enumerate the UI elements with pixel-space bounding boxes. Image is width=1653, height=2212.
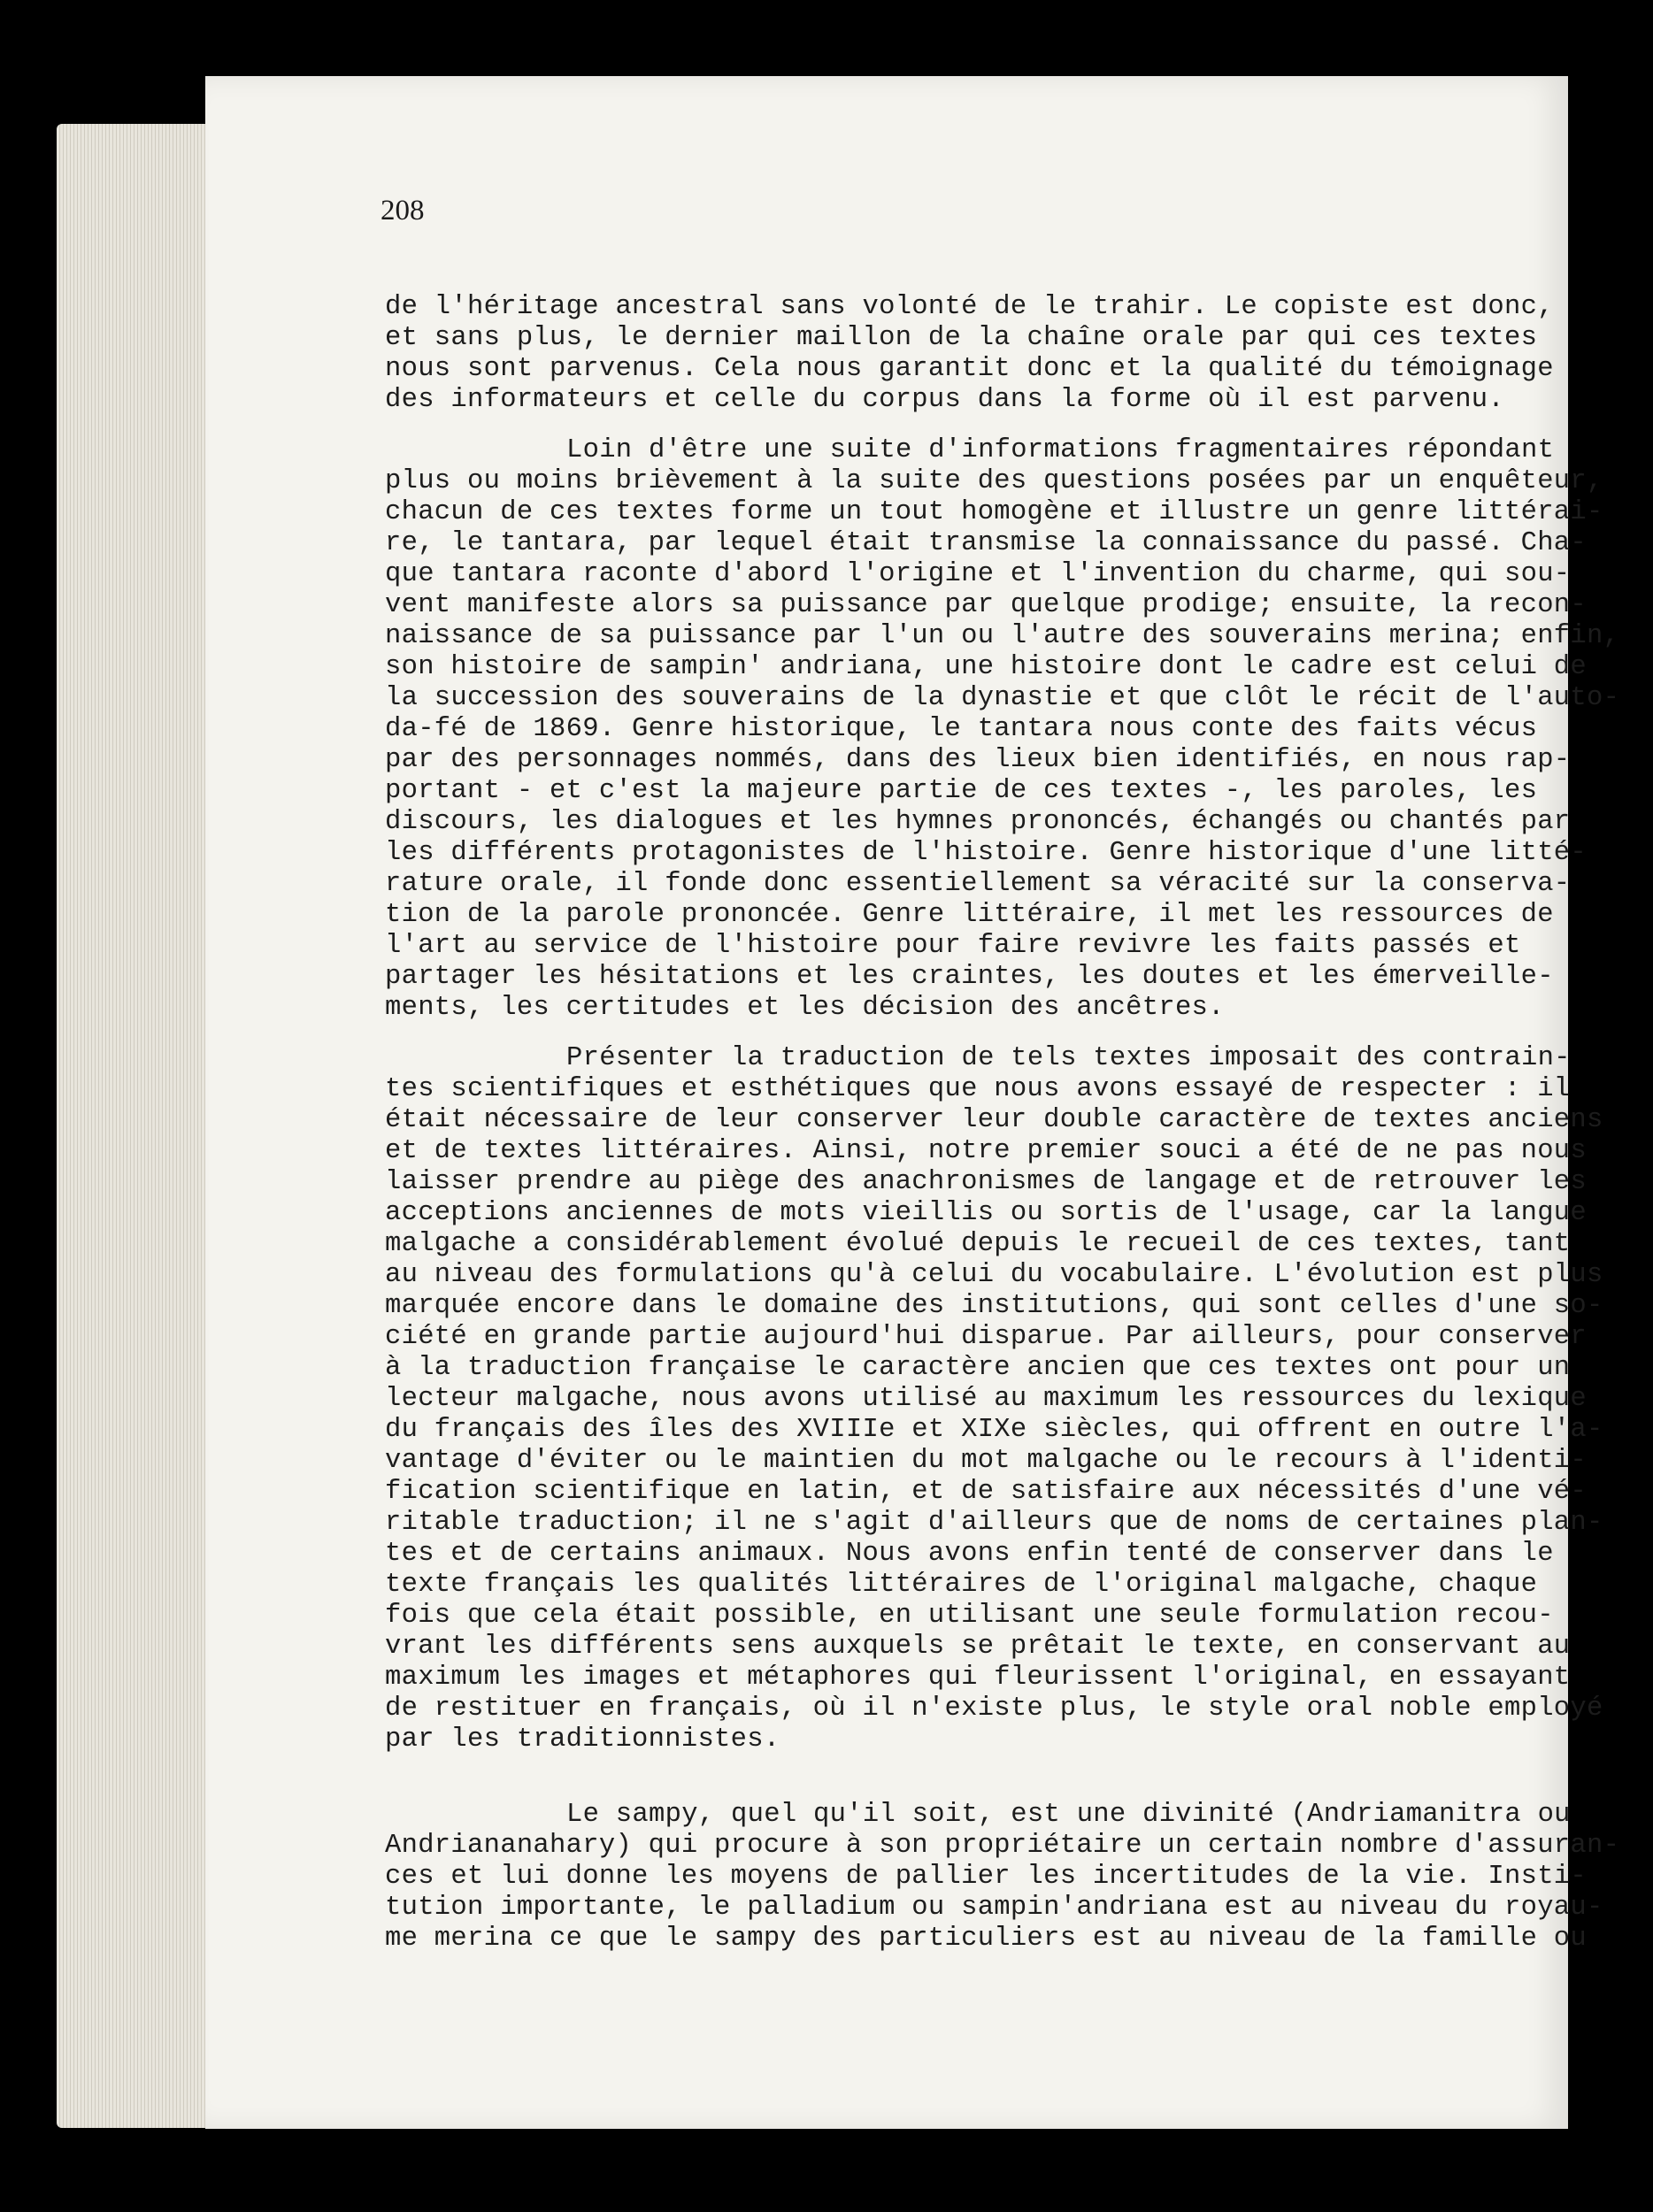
text-line: ciété en grande partie aujourd'hui disparue. Par ailleurs, pour conserver [385, 1322, 1588, 1352]
book-page-edges [57, 124, 216, 2128]
text-line: discours, les dialogues et les hymnes prononcés, échangés ou chantés par [385, 807, 1571, 837]
text-line: fication scientifique en latin, et de satisfaire aux nécessités d'une vé- [385, 1477, 1588, 1507]
text-line: à la traduction française le caractère ancien que ces textes ont pour un [385, 1353, 1571, 1383]
text-line: tes scientifiques et esthétiques que nous avons essayé de respecter : il [385, 1074, 1571, 1104]
text-line: au niveau des formulations qu'à celui du vocabulaire. L'évolution est plus [385, 1260, 1603, 1290]
text-line: et sans plus, le dernier maillon de la chaîne orale par qui ces textes [385, 323, 1538, 353]
text-line: tion de la parole prononcée. Genre littéraire, il met les ressources de [385, 900, 1554, 930]
text-line: des informateurs et celle du corpus dans la forme où il est parvenu. [385, 385, 1505, 415]
text-line: da-fé de 1869. Genre historique, le tantara nous conte des faits vécus [385, 714, 1538, 744]
paragraph [385, 1043, 1603, 1755]
text-line: laisser prendre au piège des anachronismes de langage et de retrouver les [385, 1167, 1588, 1197]
text-line: l'art au service de l'histoire pour faire revivre les faits passés et [385, 931, 1521, 961]
paragraph [385, 292, 1554, 416]
text-line: par des personnages nommés, dans des lieux bien identifiés, en nous rap- [385, 745, 1571, 775]
text-line: Andriananahary) qui procure à son propriétaire un certain nombre d'assuran- [385, 1831, 1620, 1861]
text-line: fois que cela était possible, en utilisant une seule formulation recou- [385, 1601, 1554, 1631]
text-line: son histoire de sampin' andriana, une histoire dont le cadre est celui de [385, 652, 1588, 682]
text-line: maximum les images et métaphores qui fleurissent l'original, en essayant [385, 1663, 1571, 1693]
text-line: était nécessaire de leur conserver leur double caractère de textes anciens [385, 1105, 1603, 1135]
text-line: de l'héritage ancestral sans volonté de le trahir. Le copiste est donc, [385, 292, 1554, 322]
text-line: marquée encore dans le domaine des institutions, qui sont celles d'une so- [385, 1291, 1603, 1321]
text-line: tution importante, le palladium ou sampin'andriana est au niveau du royau- [385, 1893, 1603, 1923]
paragraph [385, 1800, 1620, 1955]
text-line: ments, les certitudes et les décision des ancêtres. [385, 993, 1225, 1023]
text-line: ces et lui donne les moyens de pallier les incertitudes de la vie. Insti- [385, 1862, 1588, 1892]
text-line: Loin d'être une suite d'informations fragmentaires répondant [566, 435, 1555, 465]
text-line: chacun de ces textes forme un tout homogène et illustre un genre littérai- [385, 497, 1603, 527]
text-line: les différents protagonistes de l'histoire. Genre historique d'une litté- [385, 838, 1588, 868]
text-line: par les traditionnistes. [385, 1724, 780, 1755]
text-line: nous sont parvenus. Cela nous garantit donc et la qualité du témoignage [385, 354, 1554, 384]
text-line: re, le tantara, par lequel était transmise la connaissance du passé. Cha- [385, 528, 1588, 558]
paragraph [385, 435, 1620, 1024]
text-line: malgache a considérablement évolué depuis le recueil de ces textes, tant [385, 1229, 1571, 1259]
text-line: acceptions anciennes de mots vieillis ou sortis de l'usage, car la langue [385, 1198, 1588, 1228]
text-line: portant - et c'est la majeure partie de ces textes -, les paroles, les [385, 776, 1538, 806]
text-line: tes et de certains animaux. Nous avons enfin tenté de conserver dans le [385, 1539, 1554, 1569]
text-line: et de textes littéraires. Ainsi, notre premier souci a été de ne pas nous [385, 1136, 1588, 1166]
text-line: Le sampy, quel qu'il soit, est une divinité (Andriamanitra ou [566, 1800, 1571, 1830]
text-line: de restituer en français, où il n'existe plus, le style oral noble employé [385, 1694, 1603, 1724]
text-line: plus ou moins brièvement à la suite des questions posées par un enquêteur, [385, 466, 1603, 496]
text-line: vrant les différents sens auxquels se prêtait le texte, en conservant au [385, 1632, 1571, 1662]
text-line: naissance de sa puissance par l'un ou l'autre des souverains merina; enfin, [385, 621, 1620, 651]
page-number: 208 [381, 195, 425, 227]
text-line: rature orale, il fonde donc essentiellement sa véracité sur la conserva- [385, 869, 1571, 899]
text-line: Présenter la traduction de tels textes imposait des contrain- [566, 1043, 1571, 1073]
text-line: que tantara raconte d'abord l'origine et l'invention du charme, qui sou- [385, 559, 1571, 589]
text-line: la succession des souverains de la dynastie et que clôt le récit de l'auto- [385, 683, 1620, 713]
text-line: vantage d'éviter ou le maintien du mot malgache ou le recours à l'identi- [385, 1446, 1588, 1476]
text-line: lecteur malgache, nous avons utilisé au maximum les ressources du lexique [385, 1384, 1588, 1414]
text-line: du français des îles des XVIIIe et XIXe siècles, qui offrent en outre l'a- [385, 1415, 1603, 1445]
text-line: me merina ce que le sampy des particuliers est au niveau de la famille ou [385, 1924, 1588, 1954]
body-text [385, 292, 1620, 1955]
text-line: texte français les qualités littéraires de l'original malgache, chaque [385, 1570, 1538, 1600]
text-line: vent manifeste alors sa puissance par quelque prodige; ensuite, la recon- [385, 590, 1588, 620]
text-line: ritable traduction; il ne s'agit d'ailleurs que de noms de certaines plan- [385, 1508, 1603, 1538]
text-line: partager les hésitations et les craintes, les doutes et les émerveille- [385, 962, 1554, 992]
